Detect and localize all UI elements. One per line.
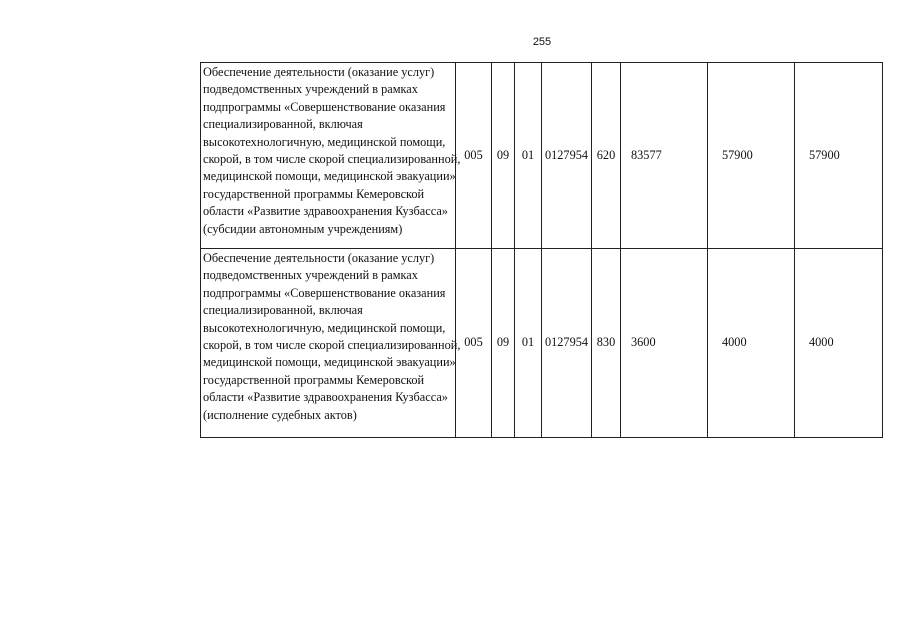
target-article-code: 0127954: [542, 63, 592, 249]
table-row: [201, 63, 883, 249]
description-line: (субсидии автономным учреждениям): [203, 221, 403, 236]
section-code: 09: [492, 63, 515, 249]
ministry-code: 005: [456, 63, 492, 249]
amount-year-3: 57900: [795, 63, 883, 249]
page-number: 255: [532, 36, 552, 48]
description-line: области «Развитие здравоохранения Кузбасса»: [203, 204, 448, 219]
description-line: государственной программы Кемеровской: [203, 372, 425, 387]
description-line: специализированной, включая: [203, 303, 363, 318]
target-article-code: 0127954: [542, 249, 592, 438]
description-line: подпрограммы «Совершенствование оказания: [203, 99, 446, 114]
amount-year-3: 4000: [795, 249, 883, 438]
expense-type-code: 620: [592, 63, 621, 249]
amount-year-1: 83577: [621, 63, 708, 249]
description-line: медицинской помощи, медицинской эвакуации»: [203, 355, 456, 370]
amount-year-1: 3600: [621, 249, 708, 438]
description-line: скорой, в том числе скорой специализированной,: [203, 152, 461, 167]
description-line: области «Развитие здравоохранения Кузбасса»: [203, 390, 448, 405]
expense-type-code: 830: [592, 249, 621, 438]
row-description: [201, 63, 461, 249]
subsection-code: 01: [515, 63, 542, 249]
description-line: подпрограммы «Совершенствование оказания: [203, 285, 446, 300]
description-line: специализированной, включая: [203, 117, 363, 132]
description-line: подведомственных учреждений в рамках: [203, 82, 418, 97]
ministry-code: 005: [456, 249, 492, 438]
description-line: государственной программы Кемеровской: [203, 186, 425, 201]
section-code: 09: [492, 249, 515, 438]
description-line: высокотехнологичную, медицинской помощи,: [203, 134, 446, 149]
amount-year-2: 4000: [708, 249, 795, 438]
subsection-code: 01: [515, 249, 542, 438]
amount-year-2: 57900: [708, 63, 795, 249]
budget-table: [200, 62, 883, 438]
description-line: скорой, в том числе скорой специализированной,: [203, 338, 461, 353]
description-line: Обеспечение деятельности (оказание услуг): [203, 251, 435, 265]
table-row: [201, 249, 883, 438]
description-line: Обеспечение деятельности (оказание услуг): [203, 65, 435, 79]
description-line: (исполнение судебных актов): [203, 407, 357, 422]
description-line: медицинской помощи, медицинской эвакуации»: [203, 169, 456, 184]
description-line: высокотехнологичную, медицинской помощи,: [203, 320, 446, 335]
description-line: подведомственных учреждений в рамках: [203, 268, 418, 283]
row-description: [201, 249, 461, 438]
